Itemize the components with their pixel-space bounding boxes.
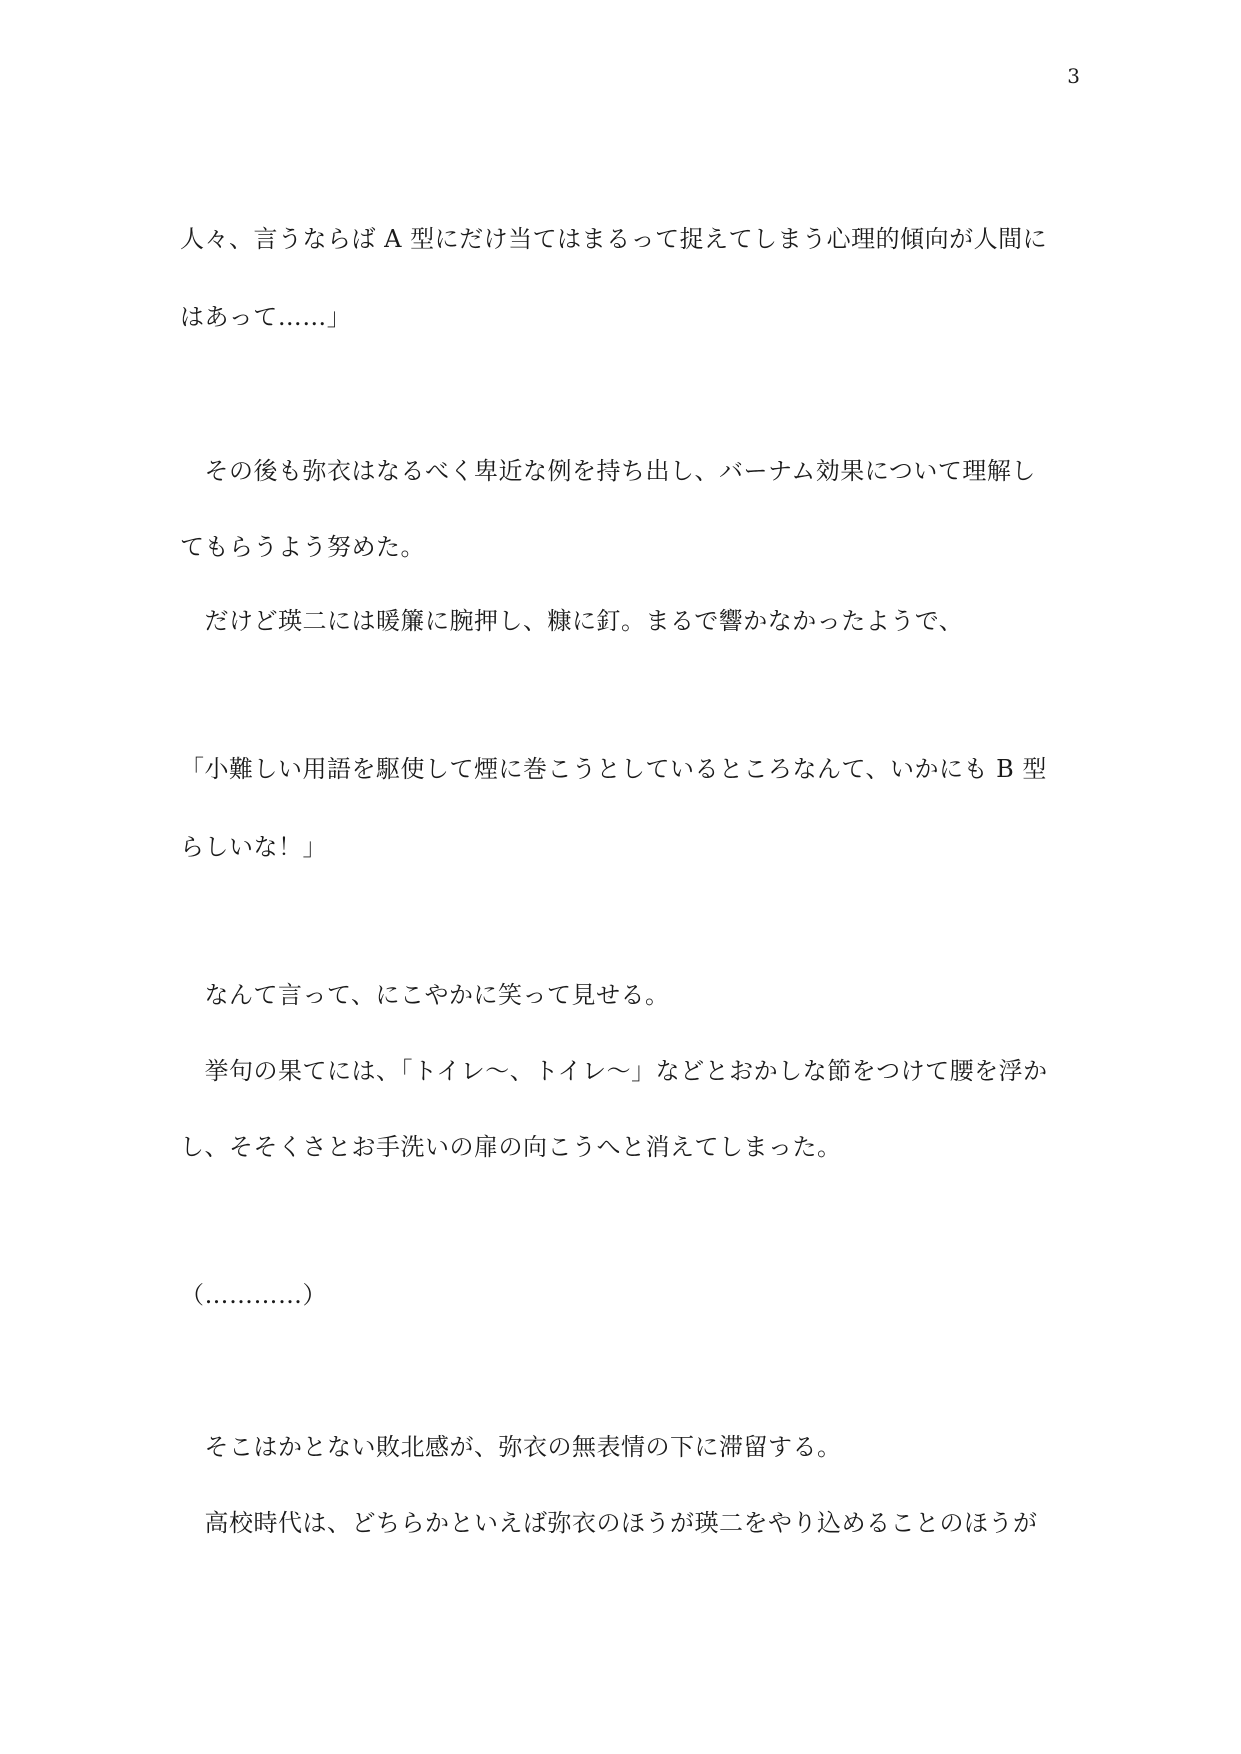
text-line: 高校時代は、どちらかといえば弥衣のほうが瑛二をやり込めることのほうが xyxy=(180,1509,1038,1537)
text-line: そこはかとない敗北感が、弥衣の無表情の下に滞留する。 xyxy=(180,1433,842,1461)
page-number: 3 xyxy=(1067,64,1080,88)
text-line: てもらうよう努めた。 xyxy=(180,533,425,561)
text-line: はあって……」 xyxy=(180,303,352,331)
text-line: なんて言って、にこやかに笑って見せる。 xyxy=(180,981,670,1009)
text-line: （…………） xyxy=(180,1281,327,1309)
text-line: 「小難しい用語を駆使して煙に巻こうとしているところなんて、いかにも B 型 xyxy=(180,755,1047,783)
text-line: 挙句の果てには、「トイレ〜、トイレ〜」などとおかしな節をつけて腰を浮か xyxy=(180,1057,1048,1085)
text-line: その後も弥衣はなるべく卑近な例を持ち出し、バーナム効果について理解し xyxy=(180,457,1036,485)
text-line: らしいな！」 xyxy=(180,833,327,861)
text-line: 人々、言うならば A 型にだけ当てはまるって捉えてしまう心理的傾向が人間に xyxy=(180,225,1048,253)
text-line: だけど瑛二には暖簾に腕押し、糠に釘。まるで響かなかったようで、 xyxy=(180,607,964,635)
text-line: し、そそくさとお手洗いの扉の向こうへと消えてしまった。 xyxy=(180,1133,842,1161)
